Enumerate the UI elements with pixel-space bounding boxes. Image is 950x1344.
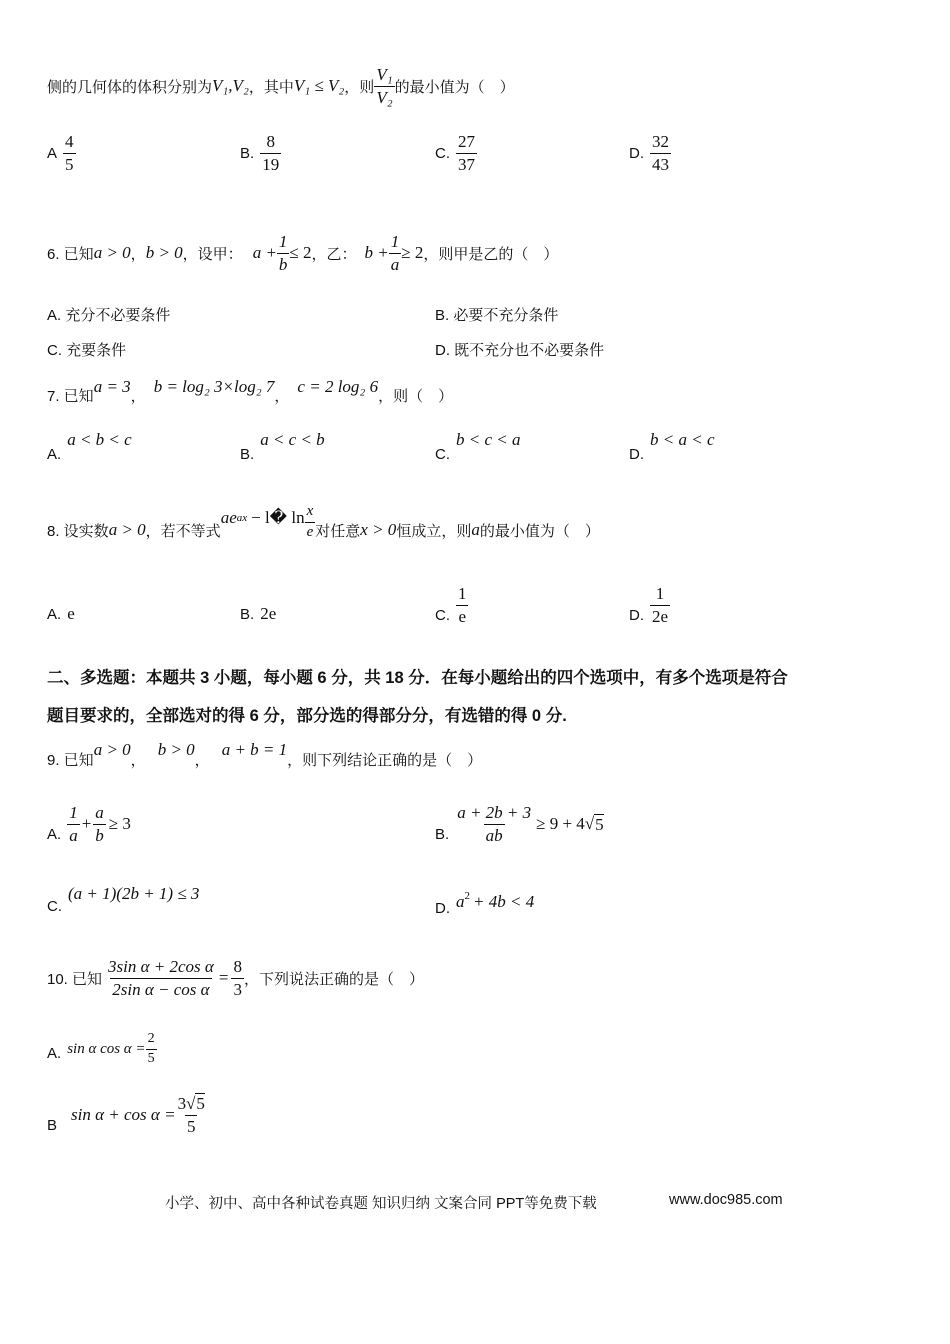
q6-jia-fraction: $\frac{1}{b}$ <box>278 231 288 274</box>
q7-option-d[interactable]: D.b < a < c <box>629 430 715 463</box>
q8-stem: 8. 设实数 a > 0 ，若不等式 ae ax − l� ln $\frac{x}{e}$ 对任意 x > 0 恒成立，则 a 的最小值为（ ） <box>47 503 600 540</box>
q6-stem: 6. 已知 a > 0 ， b > 0 ，设甲： a + $\frac{1}{b}$ ≤ 2 ，乙： b + $\frac{1}{a}$ ≥ 2 ，则甲是乙的（ ） <box>47 231 559 274</box>
q5-frac-den: V₂ <box>376 87 393 107</box>
footer-url[interactable]: www.doc985.com <box>669 1192 783 1208</box>
q8-option-a[interactable]: A. e <box>47 604 75 623</box>
q5-option-a[interactable]: A $\frac{4}{5}$ <box>47 132 74 174</box>
q9-stem: 9. 已知 a > 0 ， b > 0 ， a + b = 1 ，则下列结论正确的是（ ） <box>47 740 483 769</box>
q5-option-d[interactable]: D. $\frac{32}{43}$ <box>629 132 669 174</box>
q8-option-b[interactable]: B. 2e <box>240 604 277 623</box>
q5-math-v1v2: V₁,V₂ <box>212 76 249 95</box>
q5-text-4: 的最小值为（ ） <box>394 78 515 96</box>
q9-optb-radicand: 5 <box>595 814 604 834</box>
section2-heading-line2: 题目要求的，全部选对的得 6 分，部分选的得部分分，有选错的得 0 分. <box>47 707 567 725</box>
q6-option-b[interactable]: B. 必要不充分条件 <box>435 307 559 324</box>
q7-option-b[interactable]: B.a < c < b <box>240 430 325 463</box>
q9-option-a[interactable]: A. $\frac{1}{a}$ + $\frac{a}{b}$ ≥ 3 <box>47 802 131 845</box>
q8-option-c[interactable]: C. $\frac{1}{e}$ <box>435 583 467 626</box>
q9-option-c[interactable]: C.(a + 1)(2b + 1) ≤ 3 <box>47 884 200 915</box>
q10-fraction: $\frac{\text{3sin α + 2cos α}}{\text{2sin α − cos α}}$ <box>108 956 214 999</box>
q5-text-1: 侧的几何体的体积分别为 <box>47 78 213 96</box>
footer-text: 小学、初中、高中各种试卷真题 知识归纳 文案合同 PPT等免费下载 <box>165 1196 597 1212</box>
q7-stem: 7. 已知 a = 3 ， b = log₂ 3×log₂ 7 ， c = 2 log₂ 6 ，则（ ） <box>47 377 454 405</box>
q5-option-b[interactable]: B. $\frac{8}{19}$ <box>240 132 280 174</box>
q10-stem: 10. 已知 $\frac{\text{3sin α + 2cos α}}{\text{2sin α − cos α}}$ = $\frac{8}{3}$ ，下列说法正确的是（ ） <box>47 956 424 999</box>
q5-option-c[interactable]: C. $\frac{27}{37}$ <box>435 132 475 174</box>
q9-option-d[interactable]: D. $a^2 + 4b < 4$ <box>435 890 535 917</box>
q6-option-d[interactable]: D. 既不充分也不必要条件 <box>435 342 605 359</box>
q8-option-d[interactable]: D. $\frac{1}{2e}$ <box>629 583 669 626</box>
q7-option-c[interactable]: C.b < c < a <box>435 430 521 463</box>
q10-option-a[interactable]: A. sin α cos α = $\frac{2}{5}$ <box>47 1031 155 1066</box>
q8-ineq-fraction: $\frac{x}{e}$ <box>306 503 314 540</box>
q7-option-a[interactable]: A.a < b < c <box>47 430 132 463</box>
q10-rhs-fraction: $\frac{8}{3}$ <box>233 956 242 999</box>
q6-yi-fraction: $\frac{1}{a}$ <box>390 231 400 274</box>
q9-option-b[interactable]: B. $\frac{a + 2b + 3}{ab}$ ≥ 9 + 4 √ 5 <box>435 802 604 845</box>
q5-fraction <box>374 65 394 107</box>
q6-option-c[interactable]: C. 充要条件 <box>47 342 127 359</box>
q5-text-3: ，则 <box>344 78 375 96</box>
q5-text-2: ，其中 <box>248 78 294 96</box>
q5-math-ineq: V₁ ≤ V₂ <box>293 76 345 95</box>
section2-heading-line1: 二、多选题：本题共 3 小题，每小题 6 分，共 18 分．在每小题给出的四个选项中，有多个选项是符合 <box>47 669 788 687</box>
q5-stem <box>47 46 515 126</box>
q5-frac-num: V₁ <box>376 64 393 84</box>
q10-option-b[interactable]: B sin α + cos α = $\frac{3√5}{5}$ <box>47 1093 205 1136</box>
q6-option-a[interactable]: A. 充分不必要条件 <box>47 307 171 324</box>
